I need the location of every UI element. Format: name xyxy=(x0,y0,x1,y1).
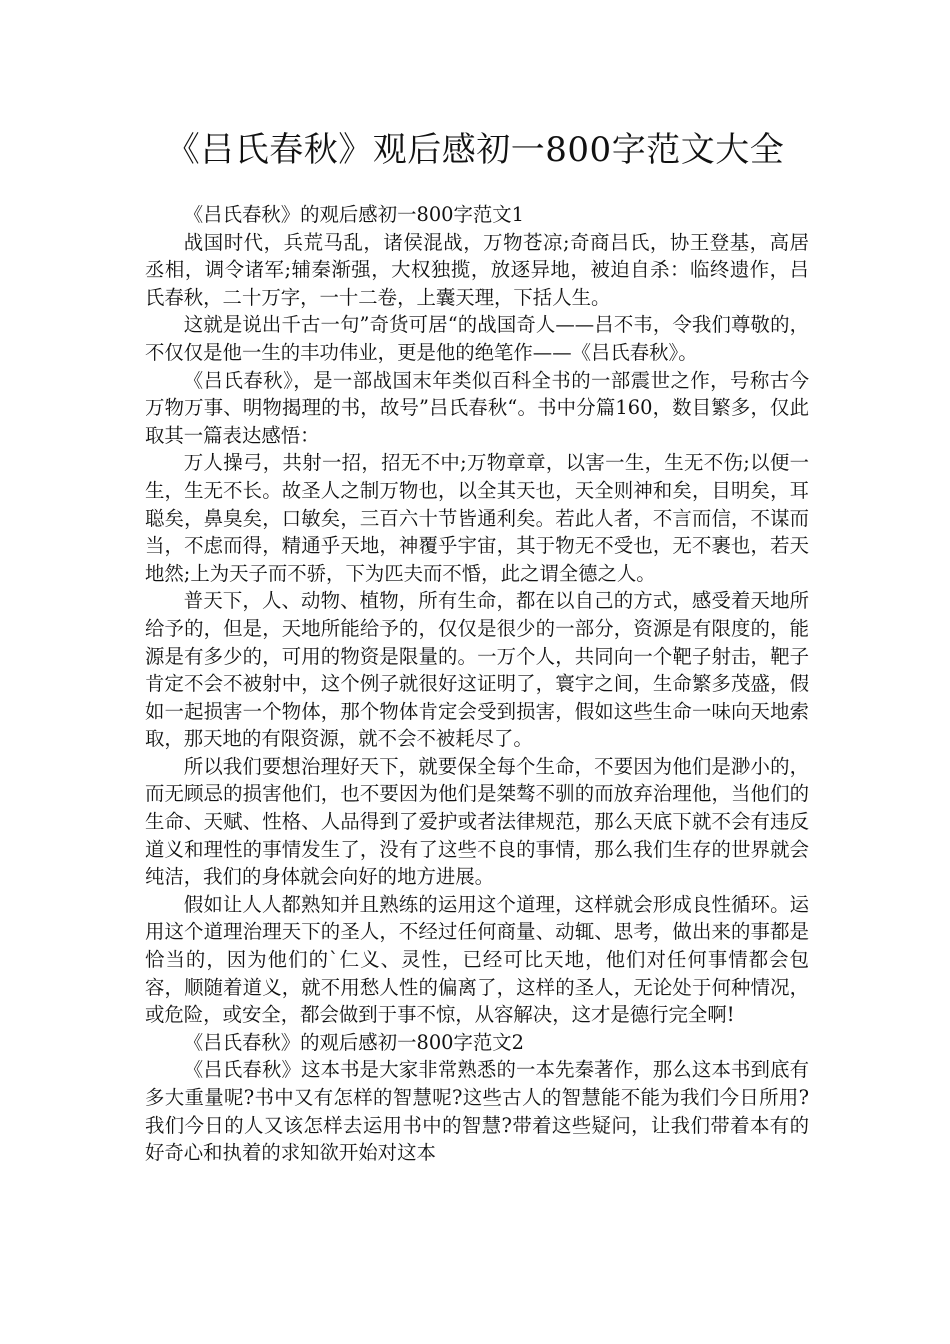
document-body xyxy=(145,201,809,1167)
paragraph: 普天下，人、动物、植物，所有生命，都在以自己的方式，感受着天地所给予的，但是，天地所能给予的，仅仅是很少的一部分，资源是有限度的，能源是有多少的，可用的物资是限量的。一万个人，共同向一个靶子射击，靶子肯定不会不被射中，这个例子就很好这证明了，寰宇之间，生命繁多茂盛，假如一起损害一个物体，那个物体肯定会受到损害，假如这些生命一味向天地索取，那天地的有限资源，就不会不被耗尽了。 xyxy=(145,589,809,751)
paragraph: 万人操弓，共射一招，招无不中;万物章章，以害一生，生无不伤;以便一生，生无不长。故圣人之制万物也，以全其天也，天全则神和矣，目明矣，耳聪矣，鼻臭矣，口敏矣，三百六十节皆通利矣。若此人者，不言而信，不谋而当，不虑而得，精通乎天地，神覆乎宇宙，其于物无不受也，无不裹也，若天地然;上为天子而不骄，下为匹夫而不惛，此之谓全德之人。 xyxy=(145,451,809,585)
paragraph: 《吕氏春秋》这本书是大家非常熟悉的一本先秦著作，那么这本书到底有多大重量呢?书中又有怎样的智慧呢?这些古人的智慧能不能为我们今日所用?我们今日的人又该怎样去运用书中的智慧?带着这些疑问，让我们带着本有的好奇心和执着的求知欲开始对这本 xyxy=(145,1058,809,1165)
paragraph: 《吕氏春秋》，是一部战国末年类似百科全书的一部震世之作，号称古今万物万事、明物揭理的书，故号”吕氏春秋“。书中分篇160，数目繁多，仅此取其一篇表达感悟： xyxy=(145,368,809,447)
section-heading-2: 《吕氏春秋》的观后感初一800字范文2 xyxy=(183,1030,525,1054)
paragraph: 战国时代，兵荒马乱，诸侯混战，万物苍凉;奇商吕氏，协王登基，高居丞相，调令诸军;辅秦渐强，大权独揽，放逐异地，被迫自杀：临终遗作，吕氏春秋，二十万字，一十二卷，上囊天理，下括人生。 xyxy=(145,230,809,309)
document-title: 《吕氏春秋》观后感初一800字范文大全 xyxy=(165,130,785,170)
section-heading-1: 《吕氏春秋》的观后感初一800字范文1 xyxy=(183,203,525,226)
paragraph: 所以我们要想治理好天下，就要保全每个生命，不要因为他们是渺小的，而无顾忌的损害他们，也不要因为他们是桀骜不驯的而放弃治理他，当他们的生命、天赋、性格、人品得到了爱护或者法律规范，那么天底下就不会有违反道义和理性的事情发生了，没有了这些不良的事情，那么我们生存的世界就会纯洁，我们的身体就会向好的地方进展。 xyxy=(145,754,809,889)
paragraph: 假如让人人都熟知并且熟练的运用这个道理，这样就会形成良性循环。运用这个道理治理天下的圣人，不经过任何商量、动辄、思考，做出来的事都是恰当的，因为他们的`仁义、灵性，已经可比天地，他们对任何事情都会包容，顺随着道义，就不用愁人性的偏离了，这样的圣人，无论处于何种情况，或危险，或安全，都会做到于事不惊，从容解决，这才是德行完全啊! xyxy=(145,892,809,1027)
paragraph: 这就是说出千古一句”奇货可居“的战国奇人——吕不韦，令我们尊敬的，不仅仅是他一生的丰功伟业，更是他的绝笔作——《吕氏春秋》。 xyxy=(145,313,809,364)
